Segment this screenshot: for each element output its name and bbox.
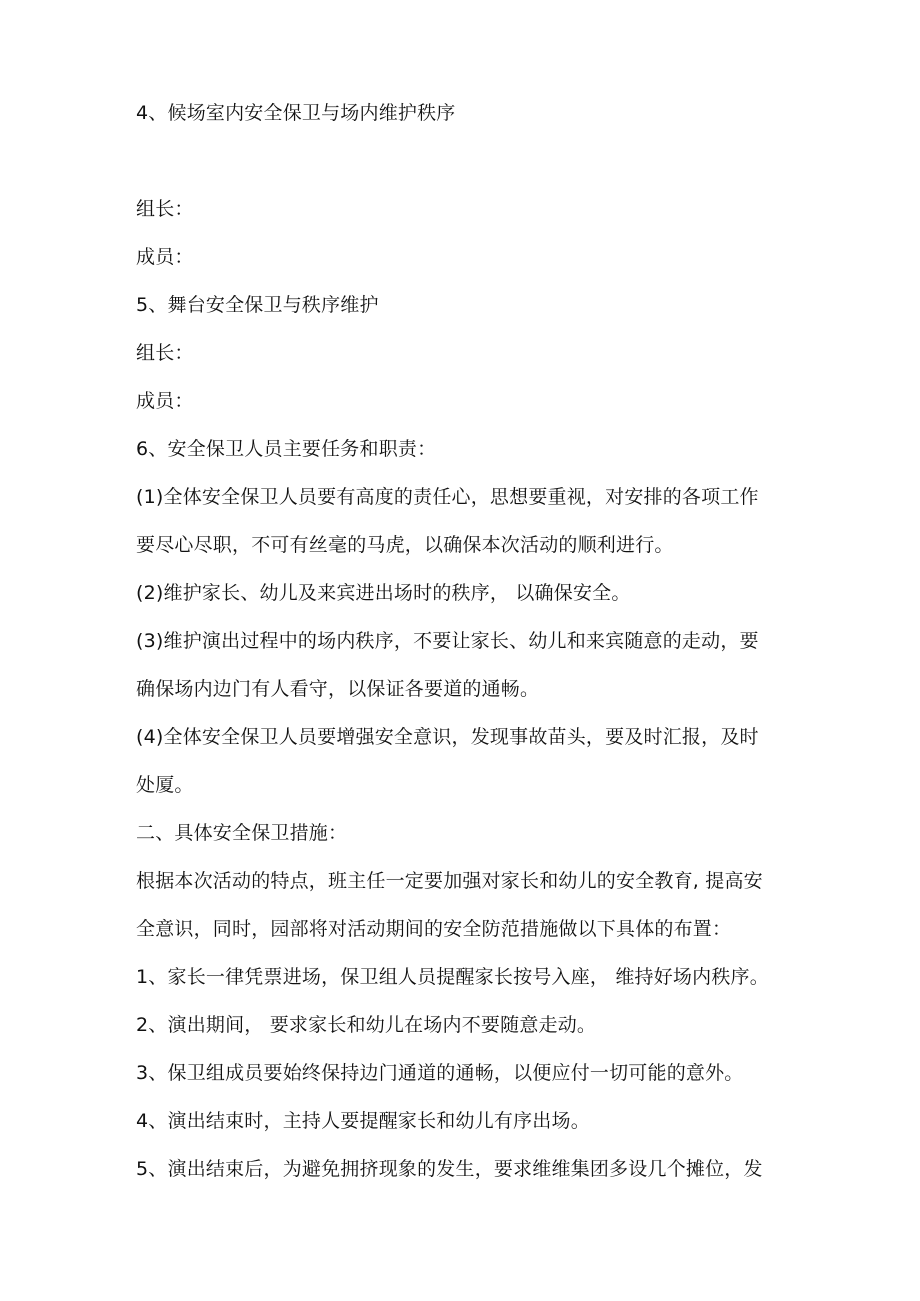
duty-item-3-line-2: 确保场内边门有人看守，以保证各要道的通畅。: [136, 678, 540, 700]
section-heading-4: 4、候场室内安全保卫与场内维护秩序: [136, 102, 456, 124]
measure-item-1: 1、家长一律凭票进场，保卫组人员提醒家长按号入座， 维持好场内秩序。: [136, 966, 769, 988]
measure-item-4: 4、演出结束时，主持人要提醒家长和幼儿有序出场。: [136, 1110, 590, 1132]
measure-item-2: 2、演出期间， 要求家长和幼儿在场内不要随意走动。: [136, 1014, 597, 1036]
group-leader-label: 组长：: [136, 342, 194, 364]
section-heading-5: 5、舞台安全保卫与秩序维护: [136, 294, 379, 316]
duty-item-4-line-2: 处厦。: [136, 774, 194, 796]
measure-item-5: 5、演出结束后，为避免拥挤现象的发生，要求维维集团多设几个摊位，发: [136, 1158, 763, 1180]
measures-intro-line-2: 全意识，同时，园部将对活动期间的安全防范措施做以下具体的布置：: [136, 918, 732, 940]
duty-item-1-line-2: 要尽心尽职，不可有丝毫的马虎，以确保本次活动的顺利进行。: [136, 534, 674, 556]
group-members-label: 成员：: [136, 390, 194, 412]
section-heading-measures: 二、具体安全保卫措施：: [136, 822, 348, 844]
section-heading-6: 6、安全保卫人员主要任务和职责：: [136, 438, 437, 460]
duty-item-1-line-1: (1)全体安全保卫人员要有高度的责任心，思想要重视，对安排的各项工作: [136, 486, 759, 508]
duty-item-2: (2)维护家长、幼儿及来宾进出场时的秩序， 以确保安全。: [136, 582, 631, 604]
duty-item-4-line-1: (4)全体安全保卫人员要增强安全意识，发现事故苗头，要及时汇报，及时: [136, 726, 759, 748]
group-leader-label: 组长：: [136, 198, 194, 220]
group-members-label: 成员：: [136, 246, 194, 268]
duty-item-3-line-1: (3)维护演出过程中的场内秩序，不要让家长、幼儿和来宾随意的走动，要: [136, 630, 759, 652]
measures-intro-line-1: 根据本次活动的特点，班主任一定要加强对家长和幼儿的安全教育, 提高安: [136, 870, 763, 892]
measure-item-3: 3、保卫组成员要始终保持边门通道的通畅，以便应付一切可能的意外。: [136, 1062, 744, 1084]
